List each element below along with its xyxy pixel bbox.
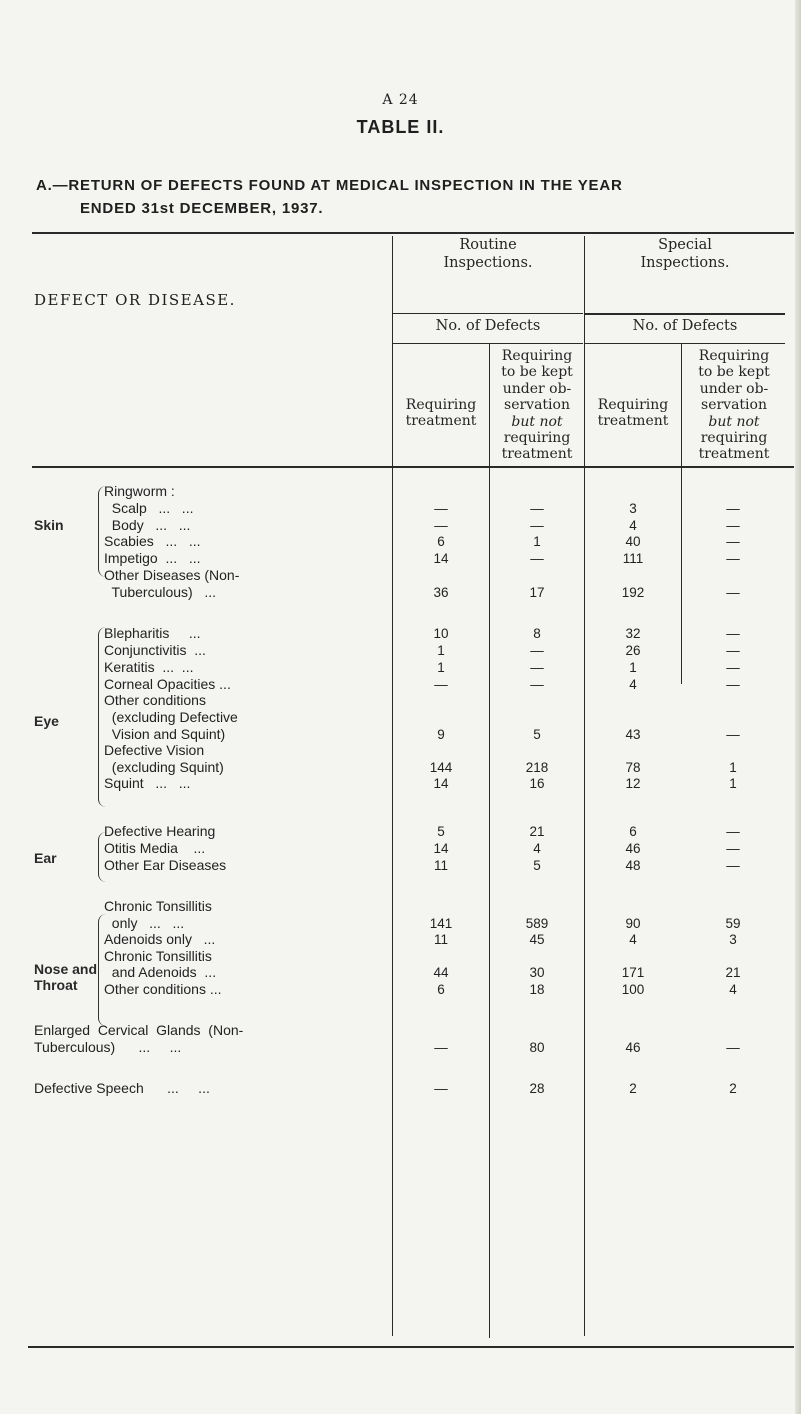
row-label: Corneal Opacities ... [104,676,231,692]
row-value: — [726,841,740,856]
row-value: — [530,551,544,566]
subheader-rule-routine [393,313,583,314]
row-value: 218 [525,760,549,775]
group-ear: Ear [34,850,57,866]
group-eye: Eye [34,713,59,729]
row-value: — [726,518,740,533]
row-label: Conjunctivitis ... [104,642,206,658]
row-value: — [434,518,448,533]
row-value: — [726,643,740,658]
row-value: 32 [625,626,641,641]
row-value: — [434,677,448,692]
row-value: 2 [729,1081,737,1096]
row-label: Chronic Tonsillitis [104,948,212,964]
routine-header: Routine Inspections. [443,237,533,271]
row-label: (excluding Defective [104,709,238,725]
row-value: — [530,660,544,675]
row-value: 4 [629,518,637,533]
group-nose-and: Nose and [34,961,98,977]
defect-or-disease-header: DEFECT OR DISEASE. [34,291,236,309]
row-value: 8 [533,626,541,641]
row-value: 1 [729,760,737,775]
row-label: Defective Speech ... ... [34,1080,210,1096]
row-value: 80 [529,1040,545,1055]
row-label: (excluding Squint) [104,759,224,775]
special-header: Special Inspections. [640,237,730,271]
row-value: 111 [622,551,644,566]
row-value: 4 [729,982,737,997]
row-value: 14 [433,841,449,856]
row-value: 26 [625,643,641,658]
row-value: — [726,1040,740,1055]
row-value: 5 [533,727,541,742]
row-value: 1 [533,534,541,549]
row-value: 12 [625,776,641,791]
row-value: 48 [625,858,641,873]
row-value: — [434,1040,448,1055]
row-value: 2 [629,1081,637,1096]
group-skin: Skin [34,517,64,533]
routine-observation-header: Requiring to be kept under ob- servation but not requiring treatment [501,348,573,463]
row-value: 144 [429,760,453,775]
row-value: 11 [433,858,448,873]
row-value: 192 [621,585,645,600]
row-value: 43 [625,727,641,742]
group-throat: Throat [34,977,78,993]
row-value: 21 [725,965,741,980]
row-value: 1 [437,660,445,675]
row-value: 9 [437,727,445,742]
row-value: — [726,858,740,873]
row-value: 141 [429,916,453,931]
row-value: — [726,727,740,742]
table-bottom-rule [28,1346,794,1348]
header-rule-routine [393,343,583,344]
routine-requiring-treatment-header: Requiring treatment [405,397,477,430]
row-value: 1 [629,660,637,675]
special-requiring-treatment-header: Requiring treatment [597,397,669,430]
row-value: 4 [533,841,541,856]
row-value: 6 [629,824,637,839]
row-label: Tuberculous) ... [104,584,217,600]
row-label: Body ... ... [104,517,191,533]
row-label: Otitis Media ... [104,840,206,856]
row-label: Enlarged Cervical Glands (Non- [34,1022,244,1038]
row-label: Vision and Squint) [104,726,226,742]
row-value: 28 [529,1081,545,1096]
row-label: Scalp ... ... [104,500,194,516]
row-value: 18 [529,982,545,997]
row-value: 46 [625,841,641,856]
row-label: Tuberculous) ... ... [34,1039,182,1055]
row-label: Blepharitis ... [104,625,201,641]
header-bottom-rule [32,466,794,468]
row-value: 16 [529,776,545,791]
row-label: Chronic Tonsillitis [104,898,212,914]
row-value: — [530,643,544,658]
row-value: 11 [433,932,448,947]
page-number: A 24 [382,92,419,108]
row-value: 1 [729,776,737,791]
row-value: 14 [433,551,449,566]
row-value: 36 [433,585,449,600]
heading-line-2: ENDED 31st DECEMBER, 1937. [80,200,324,217]
row-label: Other conditions [104,692,206,708]
row-value: 5 [437,824,445,839]
row-value: — [726,677,740,692]
table-top-rule [32,232,794,234]
col-divider-2 [489,344,490,1338]
row-label: Impetigo ... ... [104,550,201,566]
row-value: — [726,501,740,516]
row-value: 46 [625,1040,641,1055]
row-value: 30 [529,965,545,980]
row-value: — [434,501,448,516]
row-value: 3 [629,501,637,516]
row-label: Other Ear Diseases [104,857,227,873]
subheader-rule-special [585,313,785,315]
row-value: 17 [529,585,545,600]
row-value: 44 [433,965,449,980]
row-value: 45 [529,932,545,947]
row-value: 40 [625,534,641,549]
row-value: — [726,824,740,839]
heading-line-1: A.—RETURN OF DEFECTS FOUND AT MEDICAL INSPECTION IN THE YEAR [36,177,623,194]
row-value: 6 [437,534,445,549]
header-rule-special [585,343,785,344]
row-value: 90 [625,916,641,931]
row-value: — [726,534,740,549]
row-label: and Adenoids ... [104,964,217,980]
special-observation-header: Requiring to be kept under ob- servation but not requiring treatment [698,348,770,463]
row-value: — [726,660,740,675]
row-value: 59 [725,916,741,931]
row-value: — [434,1081,448,1096]
routine-no-of-defects: No. of Defects [435,318,541,334]
row-value: — [530,518,544,533]
special-no-of-defects: No. of Defects [632,318,738,334]
row-value: 4 [629,932,637,947]
row-label: only ... ... [104,915,185,931]
row-value: — [726,551,740,566]
row-label: Defective Hearing [104,823,216,839]
row-value: 21 [529,824,545,839]
row-value: — [530,677,544,692]
row-value: 171 [621,965,645,980]
row-value: — [726,626,740,641]
row-value: 5 [533,858,541,873]
row-label: Keratitis ... ... [104,659,194,675]
row-label: Other conditions ... [104,981,222,997]
row-value: 6 [437,982,445,997]
row-label: Squint ... ... [104,775,191,791]
row-value: 78 [625,760,641,775]
row-value: 1 [437,643,445,658]
row-value: 14 [433,776,449,791]
row-value: 10 [433,626,449,641]
row-label: Defective Vision [104,742,205,758]
row-value: — [726,585,740,600]
table-title: TABLE II. [356,117,445,137]
row-value: — [530,501,544,516]
row-label: Other Diseases (Non- [104,567,240,583]
row-value: 589 [525,916,549,931]
row-label: Ringworm : [104,483,175,499]
row-value: 100 [621,982,645,997]
row-label: Scabies ... ... [104,533,201,549]
row-value: 3 [729,932,737,947]
page-edge-shadow [795,0,801,1414]
row-label: Adenoids only ... [104,931,216,947]
row-value: 4 [629,677,637,692]
